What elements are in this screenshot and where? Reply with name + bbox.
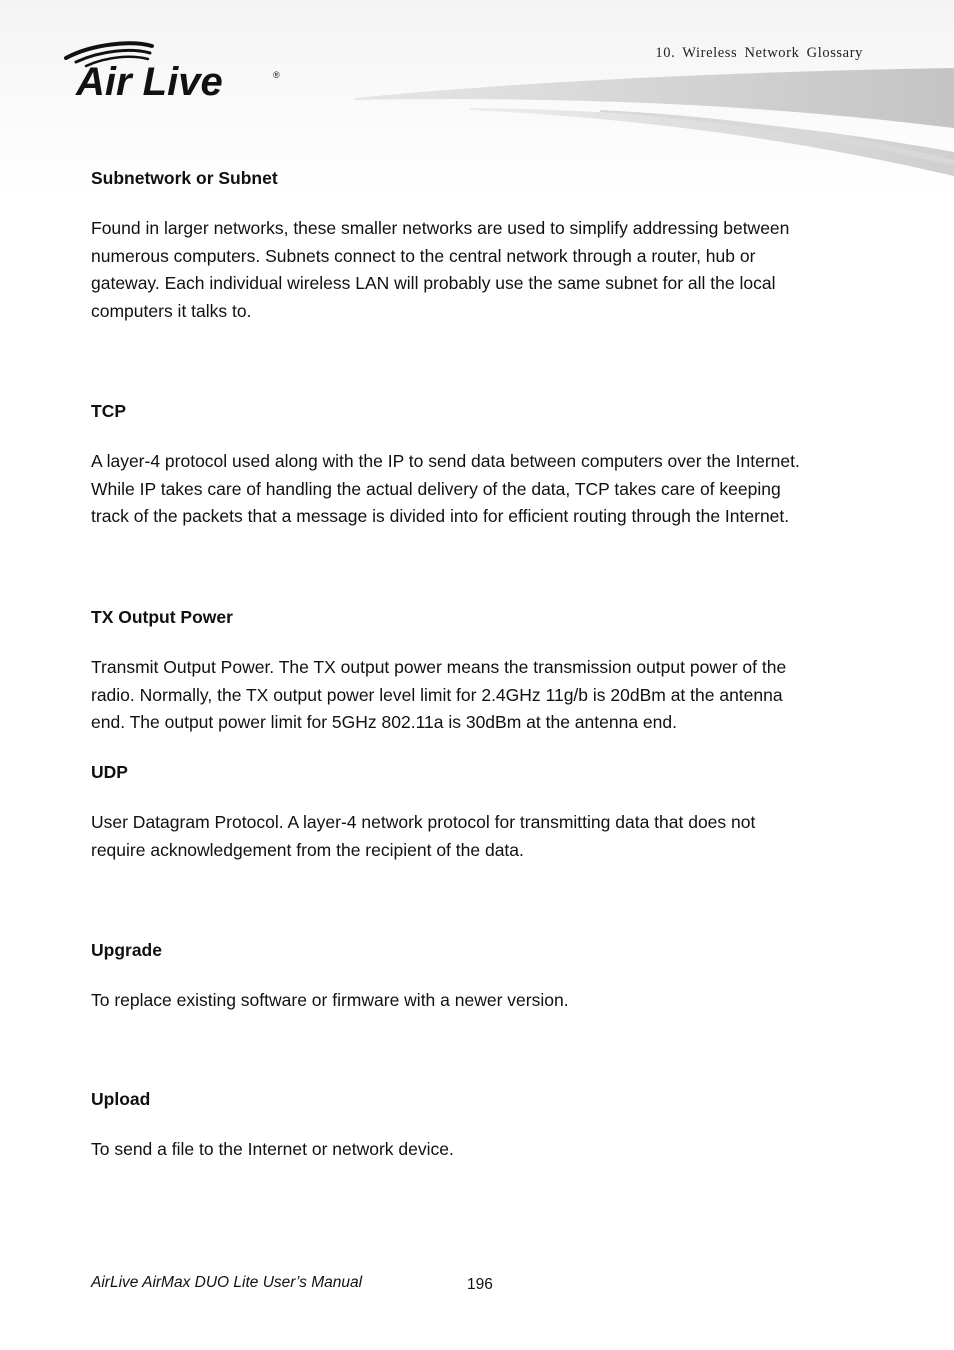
definition-line: User Datagram Protocol. A layer-4 network protocol for transmitting data that does not (91, 812, 756, 832)
definition-line: Transmit Output Power. The TX output power means the transmission output power of the (91, 657, 787, 677)
term-heading: Upgrade (91, 940, 162, 960)
definition-line: require acknowledgement from the recipient of the data. (91, 839, 524, 860)
term-definition (91, 1136, 871, 1164)
definition-line: gateway. Each individual wireless LAN will probably use the same subnet for all the local (91, 273, 776, 294)
definition-line: track of the packets that a message is divided into for efficient routing through the Internet. (91, 506, 790, 527)
definition-line: To replace existing software or firmware with a newer version. (91, 990, 569, 1010)
term-definition (91, 654, 871, 737)
definition-line: A layer-4 protocol used along with the IP to send data between computers over the Internet. (91, 451, 800, 471)
registered-mark: ® (273, 70, 280, 80)
term-definition (91, 987, 871, 1015)
chapter-title: 10. Wireless Network Glossary (655, 45, 863, 61)
definition-line: numerous computers. Subnets connect to the central network through a router, hub or (91, 245, 756, 266)
term-heading: TX Output Power (91, 607, 233, 627)
term-definition (91, 215, 871, 325)
footer-manual-title: AirLive AirMax DUO Lite User’s Manual (91, 1274, 363, 1291)
term-heading: Subnetwork or Subnet (91, 168, 278, 188)
logo-wordmark: Air Live (76, 60, 223, 104)
airlive-logo (62, 40, 292, 110)
definition-line: While IP takes care of handling the actual delivery of the data, TCP takes care of keeping (91, 478, 781, 499)
term-definition (91, 809, 871, 864)
term-definition (91, 448, 871, 531)
definition-line: Found in larger networks, these smaller networks are used to simplify addressing between (91, 218, 790, 238)
definition-line: radio. Normally, the TX output power level limit for 2.4GHz 11g/b is 20dBm at the antenna (91, 684, 783, 705)
term-heading: UDP (91, 762, 128, 782)
footer-page-number: 196 (467, 1276, 493, 1293)
term-heading: Upload (91, 1089, 151, 1109)
definition-line: To send a file to the Internet or network device. (91, 1139, 454, 1159)
definition-line: end. The output power limit for 5GHz 802.11a is 30dBm at the antenna end. (91, 712, 677, 733)
definition-line: computers it talks to. (91, 300, 252, 321)
term-heading: TCP (91, 401, 126, 421)
